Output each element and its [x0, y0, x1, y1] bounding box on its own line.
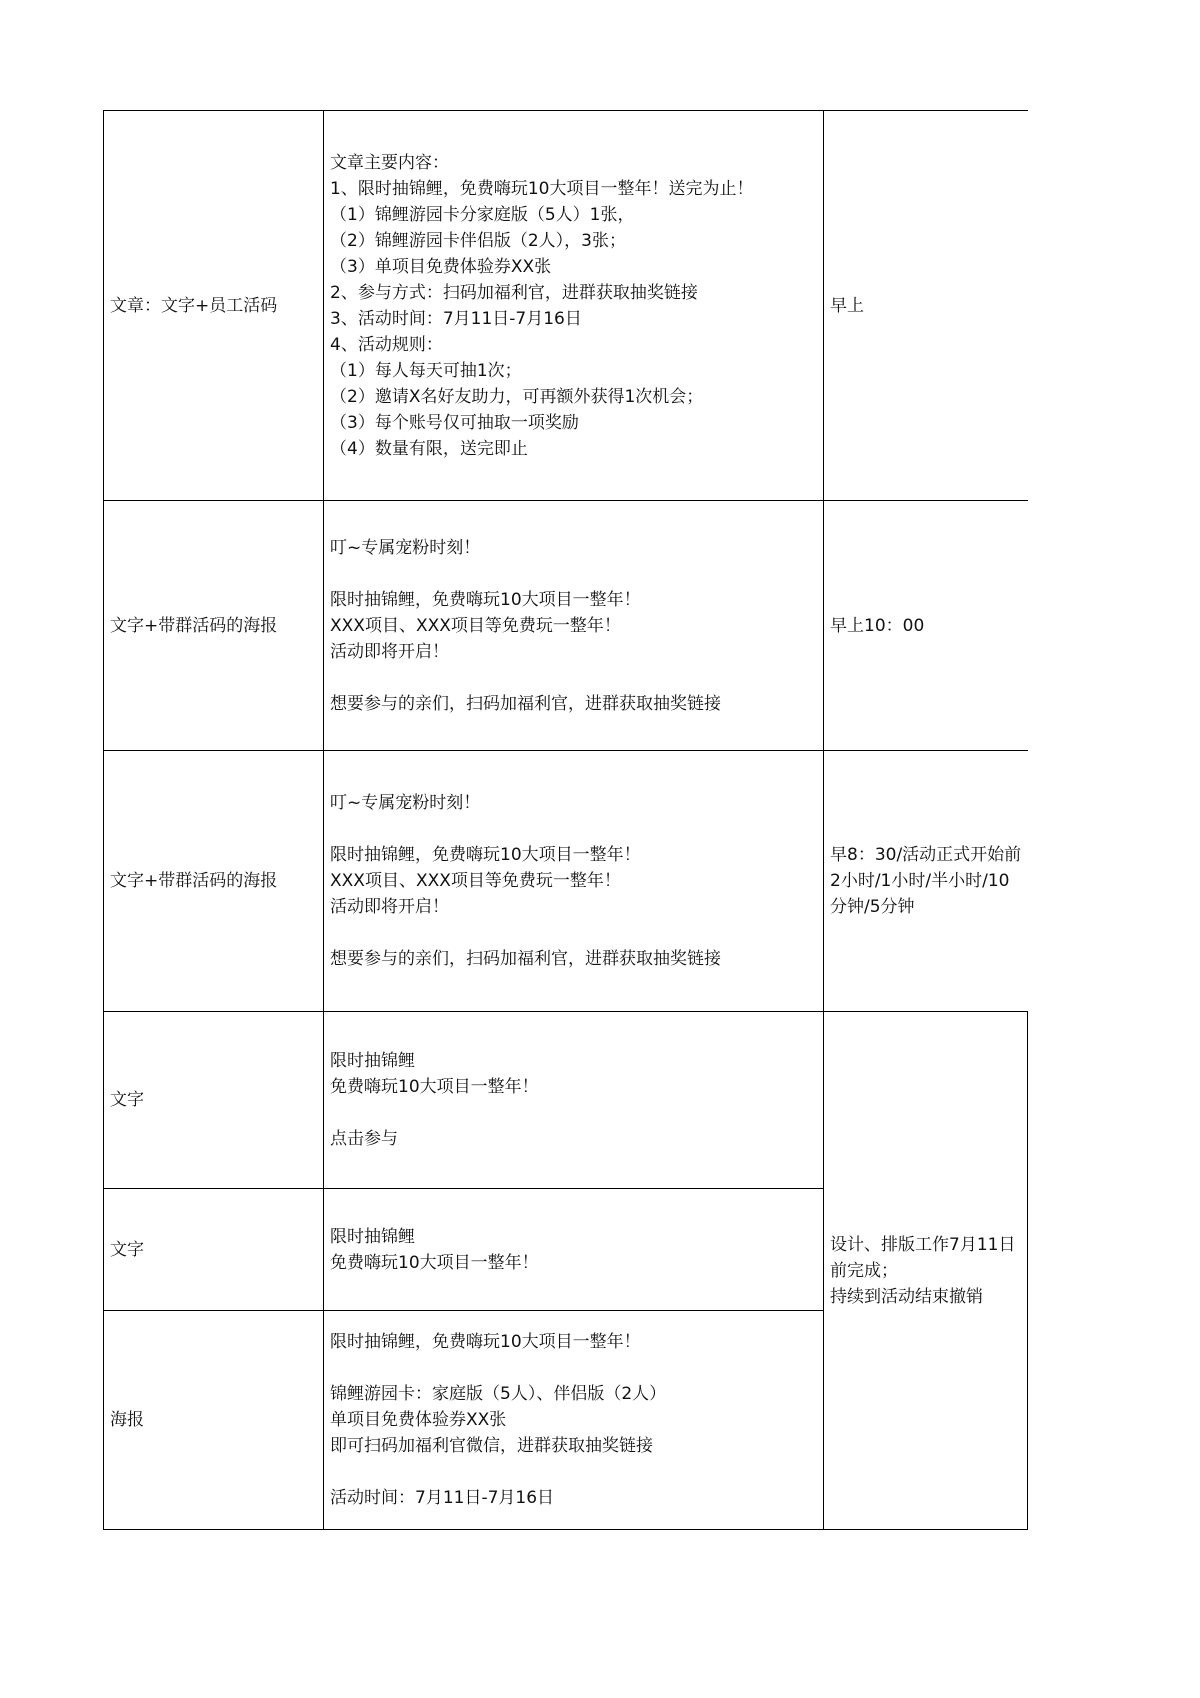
row-time-cell: 早上 [824, 111, 1028, 501]
row-type-cell: 海报 [104, 1311, 324, 1530]
row-content-cell: 限时抽锦鲤 免费嗨玩10大项目一整年！ 点击参与 [324, 1012, 824, 1189]
row-type-cell: 文字+带群活码的海报 [104, 751, 324, 1012]
row-type-cell: 文章：文字+员工活码 [104, 111, 324, 501]
row-type-cell: 文字 [104, 1189, 324, 1311]
row-content-cell: 叮~专属宠粉时刻！ 限时抽锦鲤，免费嗨玩10大项目一整年！ XXX项目、XXX项目等免费玩一整年！ 活动即将开启！ 想要参与的亲们，扫码加福利官，进群获取抽奖链接 [324, 501, 824, 751]
row-content-cell: 限时抽锦鲤，免费嗨玩10大项目一整年！ 锦鲤游园卡：家庭版（5人）、伴侣版（2人） 单项目免费体验券XX张 即可扫码加福利官微信，进群获取抽奖链接 活动时间：7月11日-7月16日 [324, 1311, 824, 1530]
merged-time-cell: 设计、排版工作7月11日前完成； 持续到活动结束撤销 [824, 1012, 1028, 1530]
row-time-cell: 早8：30/活动正式开始前2小时/1小时/半小时/10分钟/5分钟 [824, 751, 1028, 1012]
table-row [104, 751, 1028, 1012]
table-row [104, 501, 1028, 751]
row-content-cell: 限时抽锦鲤 免费嗨玩10大项目一整年！ [324, 1189, 824, 1311]
table-row [104, 111, 1028, 501]
row-content-cell: 叮~专属宠粉时刻！ 限时抽锦鲤，免费嗨玩10大项目一整年！ XXX项目、XXX项目等免费玩一整年！ 活动即将开启！ 想要参与的亲们，扫码加福利官，进群获取抽奖链接 [324, 751, 824, 1012]
row-type-cell: 文字 [104, 1012, 324, 1189]
row-type-cell: 文字+带群活码的海报 [104, 501, 324, 751]
row-time-cell: 早上10：00 [824, 501, 1028, 751]
campaign-plan-table [103, 110, 1028, 1530]
row-content-cell: 文章主要内容： 1、限时抽锦鲤，免费嗨玩10大项目一整年！送完为止！ （1）锦鲤游园卡分家庭版（5人）1张， （2）锦鲤游园卡伴侣版（2人），3张； （3）单项目免费体验券XX张 2、参与方式：扫码加福利官，进群获取抽奖链接 3、活动时间：7月11日-7月16日 4、活动规则： （1）每人每天可抽1次； （2）邀请X名好友助力，可再额外获得1次机会； （3）每个账号仅可抽取一项奖励 （4）数量有限，送完即止 [324, 111, 824, 501]
table-row [104, 1012, 1028, 1189]
